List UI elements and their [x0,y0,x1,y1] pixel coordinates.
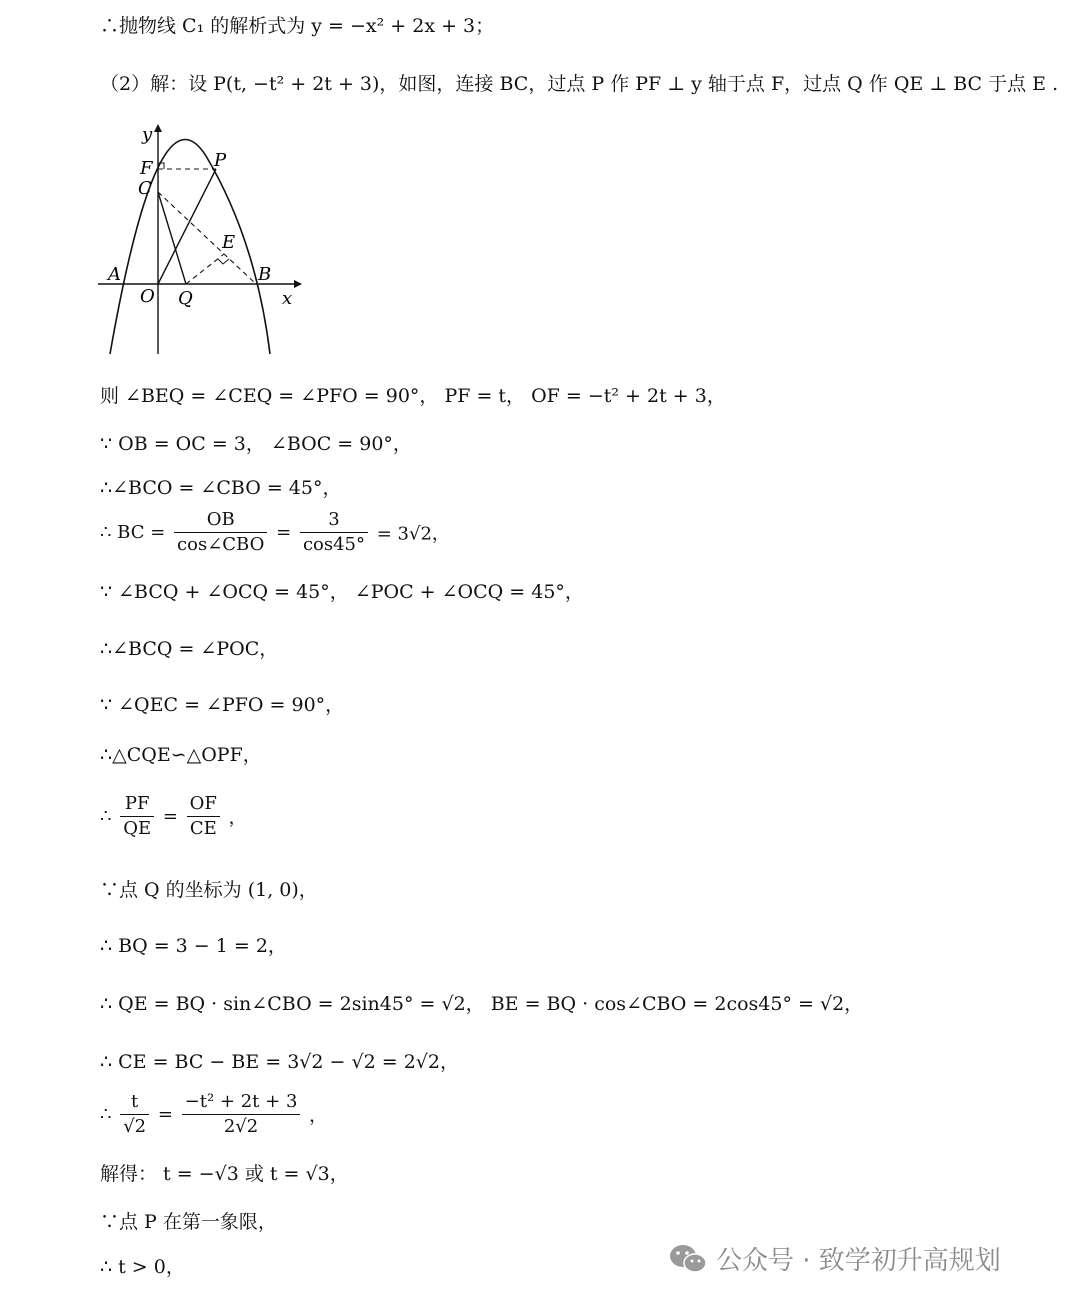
denominator: cos45° [302,534,365,555]
numerator: t [120,1090,149,1115]
label-c: C [138,178,152,199]
right-angle-e [218,259,229,264]
parabola-curve [110,139,270,354]
fraction [174,508,267,557]
text-line: ∵ ∠QEC = ∠PFO = 90°， [100,694,345,716]
eq-prefix: ∴ BC = [100,522,166,543]
text-line: ∴ BQ = 3 − 1 = 2， [100,935,287,957]
text-line: ∴∠BCQ = ∠POC， [100,638,279,660]
text-line: ∴∠BCO = ∠CBO = 45°， [100,477,342,499]
denominator: cos∠CBO [177,534,265,555]
fraction [182,1090,301,1139]
text-line: 则 ∠BEQ = ∠CEQ = ∠PFO = 90°， PF = t， OF = −t² + 2t + 3， [100,385,726,407]
x-axis-arrow [294,280,302,288]
eq-sign: = [276,522,292,543]
label-p: P [214,150,227,171]
text-line: （2）解：设 P(t, −t² + 2t + 3)，如图，连接 BC，过点 P 作 PF ⊥ y 轴于点 F，过点 Q 作 QE ⊥ BC 于点 E . [100,73,1059,95]
text-line: ∵ OB = OC = 3， ∠BOC = 90°， [100,433,412,455]
text-line: ∴ t > 0， [100,1256,185,1278]
eq-suffix: ， [309,1105,328,1127]
text-line: ∴△CQE∽△OPF， [100,744,262,766]
numerator: OB [174,508,267,533]
eq-suffix: = 3√2， [376,523,450,545]
text-line: ∵点 Q 的坐标为 (1, 0)， [100,879,318,901]
fraction [300,508,368,557]
eq-sign: = [157,1104,173,1125]
eq-sign: = [162,806,178,827]
label-q: Q [178,288,193,309]
text-line: ∴抛物线 C₁ 的解析式为 y = −x² + 2x + 3； [100,15,495,37]
eq-suffix: ， [228,807,247,829]
label-f: F [140,158,153,179]
fraction [187,792,220,841]
numerator: OF [187,792,220,817]
fraction [120,792,154,841]
numerator: 3 [300,508,368,533]
fraction [120,1090,149,1139]
label-b: B [258,264,272,285]
parabola-figure [96,120,306,360]
segment-qe [186,254,224,284]
text-line: ∵点 P 在第一象限， [100,1211,277,1233]
text-line: 解得： t = −√3 或 t = √3， [100,1163,349,1185]
text-line: ∵ ∠BCQ + ∠OCQ = 45°， ∠POC + ∠OCQ = 45°， [100,581,584,603]
label-y: y [142,124,153,145]
numerator: −t² + 2t + 3 [182,1090,301,1115]
eq-prefix: ∴ [100,806,112,827]
label-e: E [222,232,236,253]
label-o: O [140,286,155,307]
equation-ratio [100,792,247,841]
wechat-icon [668,1242,708,1276]
watermark-text: 公众号 · 致学初升高规划 [716,1246,1001,1276]
text-line: ∴ CE = BC − BE = 3√2 − √2 = 2√2， [100,1051,459,1073]
denominator: CE [189,818,217,839]
denominator: QE [123,818,152,839]
label-x: x [282,288,293,309]
equation-t [100,1090,327,1139]
watermark [668,1240,1001,1277]
text-line: ∴ QE = BQ · sin∠CBO = 2sin45° = √2， BE = BQ · cos∠CBO = 2cos45° = √2， [100,993,864,1015]
y-axis-arrow [154,124,162,132]
label-a: A [108,264,121,285]
eq-prefix: ∴ [100,1104,112,1125]
denominator: √2 [123,1116,147,1137]
equation-bc [100,508,450,557]
denominator: 2√2 [223,1116,259,1137]
numerator: PF [120,792,154,817]
